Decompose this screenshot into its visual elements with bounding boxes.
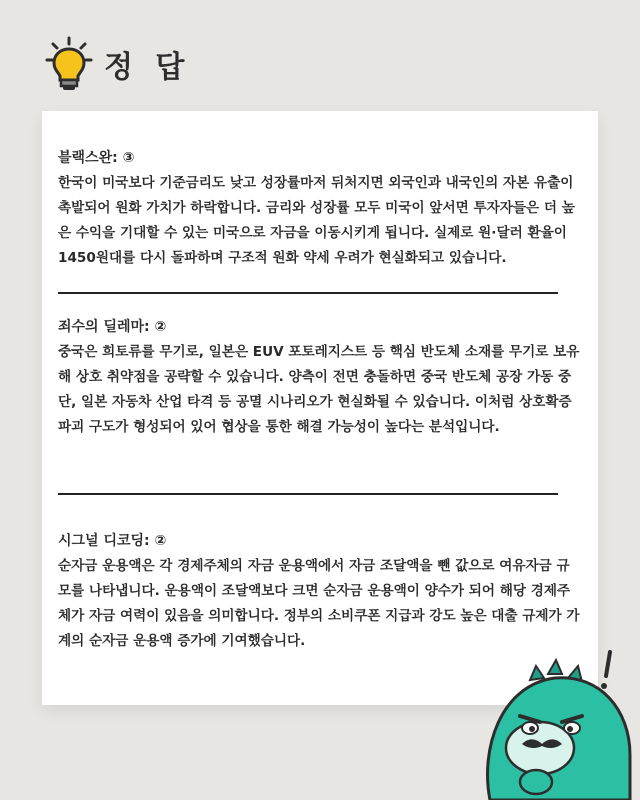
- section-title: 죄수의 딜레마: ②: [58, 319, 167, 335]
- section-divider: [58, 493, 558, 495]
- section-title: 시그널 디코딩: ②: [58, 533, 167, 549]
- section-divider: [58, 292, 558, 294]
- section-title: 블랙스완: ③: [58, 150, 135, 166]
- section-body: 순자금 운용액은 각 경제주체의 자금 운용액에서 자금 조달액을 뺀 값으로 여유자금 규모를 나타냅니다. 운용액이 조달액보다 크면 순자금 운용액이 양수가 되어 해당 경제주체가 자금 여력이 있음을 의미합니다. 정부의 소비쿠폰 지급과 강도 높은 대출 규제가 가계의 순자금 운용액 증가에 기여했습니다.: [58, 558, 580, 649]
- answer-section-black-swan: [58, 147, 582, 271]
- page-title: 정 답: [104, 50, 191, 85]
- section-body: 한국이 미국보다 기준금리도 낮고 성장률마저 뒤처지면 외국인과 내국인의 자본 유출이 촉발되어 원화 가치가 하락합니다. 금리와 성장률 모두 미국이 앞서면 투자자들은 더 높은 수익을 기대할 수 있는 미국으로 자금을 이동시키게 됩니다. 실제로 원·달러 환율이 1450원대를 다시 돌파하며 구조적 원화 약세 우려가 현실화되고 있습니다.: [58, 175, 575, 266]
- answer-card: [42, 111, 598, 705]
- answer-section-prisoners-dilemma: [58, 316, 582, 440]
- answer-section-signal-decoding: [58, 530, 582, 654]
- section-body: 중국은 희토류를 무기로, 일본은 EUV 포토레지스트 등 핵심 반도체 소재를 무기로 보유해 상호 취약점을 공략할 수 있습니다. 양측이 전면 충돌하면 중국 반도체 공장 가동 중단, 일본 자동차 산업 타격 등 공멸 시나리오가 현실화될 수 있습니다. 이처럼 상호확증파괴 구도가 형성되어 있어 협상을 통한 해결 가능성이 높다는 분석입니다.: [58, 344, 580, 435]
- lightbulb-icon: [44, 36, 94, 92]
- dinosaur-mascot-icon: [470, 640, 640, 800]
- header: [44, 36, 190, 92]
